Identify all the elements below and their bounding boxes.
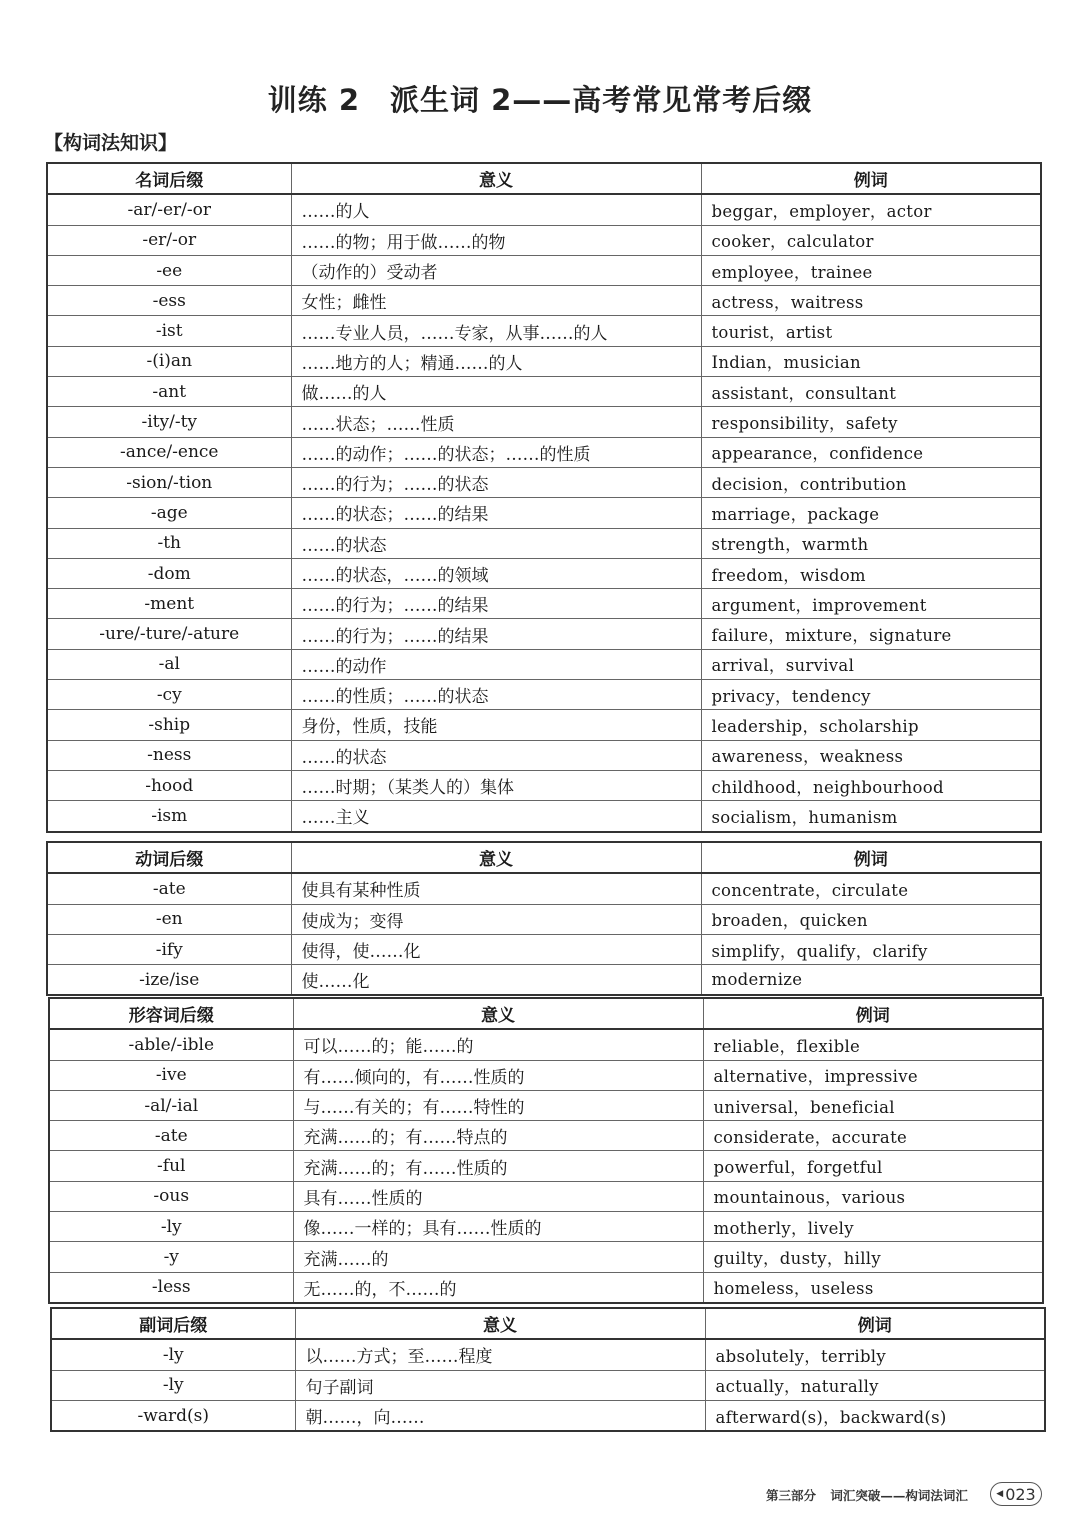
meaning-cell: 与……有关的；有……特性的 xyxy=(293,1090,703,1120)
table-row xyxy=(47,710,1041,740)
table-row xyxy=(47,437,1041,467)
header-meaning: 意义 xyxy=(291,163,701,194)
suffix-cell: -ity/-ty xyxy=(47,407,291,437)
meaning-cell: ……专业人员，……专家，从事……的人 xyxy=(291,316,701,346)
meaning-cell: 有……倾向的，有……性质的 xyxy=(293,1060,703,1090)
table-row xyxy=(49,1272,1043,1303)
left-arrow-icon: ◀ xyxy=(996,1489,1004,1499)
header-meaning: 意义 xyxy=(291,842,701,873)
adjective-suffix-table xyxy=(48,997,1044,1304)
example-cell: simplify，qualify，clarify xyxy=(701,934,1041,964)
example-cell: tourist，artist xyxy=(701,316,1041,346)
example-cell: decision，contribution xyxy=(701,467,1041,497)
suffix-cell: -ize/ise xyxy=(47,965,291,996)
page-number-badge xyxy=(990,1482,1042,1506)
suffix-cell: -able/-ible xyxy=(49,1029,293,1060)
meaning-cell: 使得，使……化 xyxy=(291,934,701,964)
table-row xyxy=(47,558,1041,588)
table-row xyxy=(47,286,1041,316)
meaning-cell: 以……方式；至……程度 xyxy=(295,1339,705,1370)
meaning-cell: ……的人 xyxy=(291,194,701,225)
meaning-cell: ……的性质；……的状态 xyxy=(291,680,701,710)
meaning-cell: ……时期；（某类人的）集体 xyxy=(291,770,701,800)
table-row xyxy=(51,1339,1045,1370)
example-cell: mountainous，various xyxy=(703,1181,1043,1211)
example-cell: Indian，musician xyxy=(701,346,1041,376)
suffix-cell: -ly xyxy=(51,1339,295,1370)
table-header-row xyxy=(47,163,1041,194)
suffix-cell: -er/-or xyxy=(47,225,291,255)
example-cell: universal，beneficial xyxy=(703,1090,1043,1120)
suffix-cell: -al/-ial xyxy=(49,1090,293,1120)
meaning-cell: 可以……的；能……的 xyxy=(293,1029,703,1060)
meaning-cell: 像……一样的；具有……性质的 xyxy=(293,1212,703,1242)
header-suffix: 名词后缀 xyxy=(47,163,291,194)
suffix-cell: -less xyxy=(49,1272,293,1303)
example-cell: assistant，consultant xyxy=(701,377,1041,407)
footer-chapter: 词汇突破——构词法词汇 xyxy=(830,1488,968,1503)
example-cell: concentrate，circulate xyxy=(701,873,1041,904)
suffix-cell: -hood xyxy=(47,770,291,800)
table-row xyxy=(47,194,1041,225)
example-cell: cooker，calculator xyxy=(701,225,1041,255)
table-row xyxy=(49,1151,1043,1181)
table-row xyxy=(49,1060,1043,1090)
meaning-cell: ……的行为；……的结果 xyxy=(291,619,701,649)
verb-suffix-table xyxy=(46,841,1042,996)
meaning-cell: ……的状态，……的领域 xyxy=(291,558,701,588)
suffix-cell: -ate xyxy=(49,1121,293,1151)
meaning-cell: ……状态；……性质 xyxy=(291,407,701,437)
noun-suffix-table xyxy=(46,162,1042,833)
meaning-cell: ……的动作；……的状态；……的性质 xyxy=(291,437,701,467)
suffix-cell: -ure/-ture/-ature xyxy=(47,619,291,649)
table-row xyxy=(47,346,1041,376)
example-cell: reliable，flexible xyxy=(703,1029,1043,1060)
example-cell: marriage，package xyxy=(701,498,1041,528)
table-row xyxy=(49,1029,1043,1060)
table-row xyxy=(49,1090,1043,1120)
meaning-cell: ……的状态；……的结果 xyxy=(291,498,701,528)
table-row xyxy=(47,770,1041,800)
example-cell: employee，trainee xyxy=(701,255,1041,285)
table-header-row xyxy=(49,998,1043,1029)
table-row xyxy=(47,904,1041,934)
example-cell: actress，waitress xyxy=(701,286,1041,316)
header-example: 例词 xyxy=(703,998,1043,1029)
header-suffix: 形容词后缀 xyxy=(49,998,293,1029)
example-cell: powerful，forgetful xyxy=(703,1151,1043,1181)
table-row xyxy=(47,255,1041,285)
meaning-cell: （动作的）受动者 xyxy=(291,255,701,285)
table-row xyxy=(49,1212,1043,1242)
suffix-cell: -ive xyxy=(49,1060,293,1090)
example-cell: socialism，humanism xyxy=(701,801,1041,832)
meaning-cell: ……的物；用于做……的物 xyxy=(291,225,701,255)
meaning-cell: ……的行为；……的状态 xyxy=(291,467,701,497)
example-cell: homeless，useless xyxy=(703,1272,1043,1303)
adverb-suffix-table xyxy=(50,1307,1046,1432)
table-row xyxy=(49,1181,1043,1211)
table-row xyxy=(51,1370,1045,1400)
example-cell: arrival，survival xyxy=(701,649,1041,679)
suffix-cell: -ar/-er/-or xyxy=(47,194,291,225)
table-row xyxy=(47,589,1041,619)
meaning-cell: 句子副词 xyxy=(295,1370,705,1400)
example-cell: privacy，tendency xyxy=(701,680,1041,710)
meaning-cell: 使……化 xyxy=(291,965,701,996)
table-row xyxy=(47,649,1041,679)
suffix-cell: -cy xyxy=(47,680,291,710)
example-cell: guilty，dusty，hilly xyxy=(703,1242,1043,1272)
meaning-cell: 身份，性质，技能 xyxy=(291,710,701,740)
meaning-cell: 充满……的 xyxy=(293,1242,703,1272)
table-row xyxy=(47,316,1041,346)
suffix-cell: -ward(s) xyxy=(51,1400,295,1431)
table-row xyxy=(47,225,1041,255)
suffix-cell: -(i)an xyxy=(47,346,291,376)
meaning-cell: 使成为；变得 xyxy=(291,904,701,934)
example-cell: actually，naturally xyxy=(705,1370,1045,1400)
table-row xyxy=(51,1400,1045,1431)
suffix-cell: -y xyxy=(49,1242,293,1272)
table-header-row xyxy=(47,842,1041,873)
example-cell: beggar，employer，actor xyxy=(701,194,1041,225)
suffix-cell: -ate xyxy=(47,873,291,904)
suffix-cell: -ous xyxy=(49,1181,293,1211)
example-cell: freedom，wisdom xyxy=(701,558,1041,588)
table-header-row xyxy=(51,1308,1045,1339)
meaning-cell: ……主义 xyxy=(291,801,701,832)
table-row xyxy=(47,619,1041,649)
header-suffix: 动词后缀 xyxy=(47,842,291,873)
meaning-cell: ……的动作 xyxy=(291,649,701,679)
example-cell: leadership，scholarship xyxy=(701,710,1041,740)
meaning-cell: 使具有某种性质 xyxy=(291,873,701,904)
meaning-cell: 具有……性质的 xyxy=(293,1181,703,1211)
suffix-cell: -ism xyxy=(47,801,291,832)
table-row xyxy=(47,467,1041,497)
meaning-cell: 充满……的；有……特点的 xyxy=(293,1121,703,1151)
suffix-cell: -ance/-ence xyxy=(47,437,291,467)
example-cell: motherly，lively xyxy=(703,1212,1043,1242)
example-cell: awareness，weakness xyxy=(701,740,1041,770)
meaning-cell: ……的状态 xyxy=(291,528,701,558)
suffix-cell: -en xyxy=(47,904,291,934)
meaning-cell: ……的状态 xyxy=(291,740,701,770)
suffix-cell: -ee xyxy=(47,255,291,285)
meaning-cell: 充满……的；有……性质的 xyxy=(293,1151,703,1181)
section-label: 【构词法知识】 xyxy=(44,132,178,154)
meaning-cell: 做……的人 xyxy=(291,377,701,407)
table-row xyxy=(47,407,1041,437)
example-cell: strength，warmth xyxy=(701,528,1041,558)
suffix-cell: -ist xyxy=(47,316,291,346)
table-row xyxy=(47,740,1041,770)
header-meaning: 意义 xyxy=(293,998,703,1029)
example-cell: failure，mixture，signature xyxy=(701,619,1041,649)
example-cell: broaden，quicken xyxy=(701,904,1041,934)
meaning-cell: 朝……，向…… xyxy=(295,1400,705,1431)
table-row xyxy=(47,377,1041,407)
page-title: 训练 2 派生词 2——高考常见常考后缀 xyxy=(267,83,813,117)
example-cell: appearance，confidence xyxy=(701,437,1041,467)
header-meaning: 意义 xyxy=(295,1308,705,1339)
suffix-cell: -ness xyxy=(47,740,291,770)
suffix-cell: -al xyxy=(47,649,291,679)
suffix-cell: -ful xyxy=(49,1151,293,1181)
suffix-cell: -age xyxy=(47,498,291,528)
example-cell: childhood，neighbourhood xyxy=(701,770,1041,800)
meaning-cell: 无……的，不……的 xyxy=(293,1272,703,1303)
header-example: 例词 xyxy=(705,1308,1045,1339)
table-row xyxy=(49,1242,1043,1272)
footer-part: 第三部分 xyxy=(766,1488,817,1503)
meaning-cell: ……的行为；……的结果 xyxy=(291,589,701,619)
table-row xyxy=(47,680,1041,710)
page-footer xyxy=(766,1486,978,1504)
suffix-cell: -sion/-tion xyxy=(47,467,291,497)
example-cell: argument，improvement xyxy=(701,589,1041,619)
table-row xyxy=(47,801,1041,832)
example-cell: modernize xyxy=(701,965,1041,996)
example-cell: considerate，accurate xyxy=(703,1121,1043,1151)
meaning-cell: 女性；雌性 xyxy=(291,286,701,316)
suffix-cell: -dom xyxy=(47,558,291,588)
suffix-cell: -ess xyxy=(47,286,291,316)
example-cell: responsibility，safety xyxy=(701,407,1041,437)
table-row xyxy=(47,965,1041,996)
table-row xyxy=(47,528,1041,558)
header-suffix: 副词后缀 xyxy=(51,1308,295,1339)
header-example: 例词 xyxy=(701,163,1041,194)
suffix-cell: -ant xyxy=(47,377,291,407)
suffix-cell: -ly xyxy=(49,1212,293,1242)
meaning-cell: ……地方的人；精通……的人 xyxy=(291,346,701,376)
table-row xyxy=(47,873,1041,904)
table-row xyxy=(49,1121,1043,1151)
header-example: 例词 xyxy=(701,842,1041,873)
table-row xyxy=(47,498,1041,528)
suffix-cell: -ship xyxy=(47,710,291,740)
example-cell: afterward(s)，backward(s) xyxy=(705,1400,1045,1431)
suffix-cell: -ify xyxy=(47,934,291,964)
page-number: 023 xyxy=(1005,1484,1036,1504)
suffix-cell: -ment xyxy=(47,589,291,619)
table-row xyxy=(47,934,1041,964)
suffix-cell: -ly xyxy=(51,1370,295,1400)
example-cell: absolutely，terribly xyxy=(705,1339,1045,1370)
example-cell: alternative，impressive xyxy=(703,1060,1043,1090)
suffix-cell: -th xyxy=(47,528,291,558)
